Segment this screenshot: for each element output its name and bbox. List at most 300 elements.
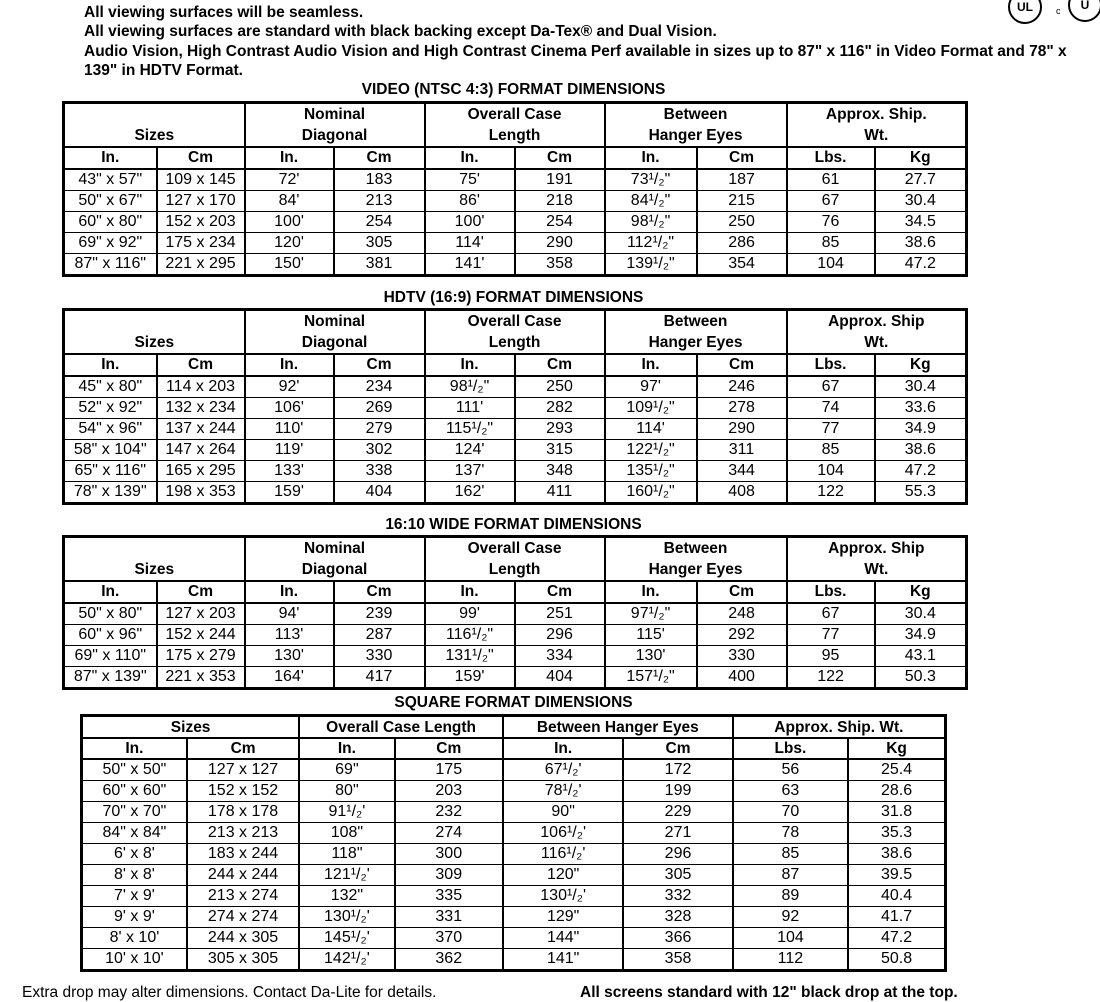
table-cell: 113' [245,625,334,646]
table-cell: 50.8 [848,949,945,971]
table-cell: 38.6 [848,844,945,865]
table-row [64,191,967,212]
table-cell: 178 x 178 [187,802,299,823]
table-row [64,233,967,254]
table-cell: 335 [395,886,503,907]
table-cell: 187 [697,169,787,191]
table-cell: 221 x 353 [157,667,245,689]
cul-logo-icon: U [1068,0,1100,22]
table-cell: 60" x 80" [64,212,157,233]
table-cell: 87 [733,865,848,886]
unit-header: In. [245,354,334,376]
table-cell: 218 [515,191,605,212]
table-cell: 159' [425,667,515,689]
table-cell: 50" x 50" [82,759,187,781]
table-cell: 150' [245,254,334,276]
video-title: VIDEO (NTSC 4:3) FORMAT DIMENSIONS [361,81,666,98]
table-cell: 165 x 295 [157,461,245,482]
table-cell: 408 [697,482,787,504]
table-cell: 244 x 305 [187,928,299,949]
table-cell: 127 x 203 [157,603,245,625]
certification-marks [1006,0,1100,24]
unit-header: Cm [395,738,503,759]
table-cell: 108" [299,823,394,844]
table-cell: 106¹/₂' [503,823,623,844]
table-cell: 60" x 60" [82,781,187,802]
table-cell: 127 x 127 [187,759,299,781]
table-cell: 215 [697,191,787,212]
table-cell: 354 [697,254,787,276]
group-header: Nominal Diagonal [245,310,425,355]
unit-header: In. [425,147,515,169]
table-cell: 84" x 84" [82,823,187,844]
table-cell: 97¹/₂" [605,603,697,625]
group-header: Approx. Ship. Wt. [787,103,967,148]
table-cell: 90" [503,802,623,823]
unit-header: Cm [187,738,299,759]
table-cell: 75' [425,169,515,191]
unit-header: Cm [515,581,605,603]
group-header-row [64,537,967,582]
table-cell: 92 [733,907,848,928]
table-cell: 246 [697,376,787,398]
table-cell: 133' [245,461,334,482]
group-header: Between Hanger Eyes [605,103,787,148]
table-row [82,759,946,781]
group-header: Nominal Diagonal [245,103,425,148]
unit-header: Cm [623,738,732,759]
table-cell: 99' [425,603,515,625]
table-cell: 122 [787,667,875,689]
group-header: Nominal Diagonal [245,537,425,582]
table-cell: 400 [697,667,787,689]
table-cell: 331 [395,907,503,928]
table-cell: 411 [515,482,605,504]
table-row [82,886,946,907]
unit-header: In. [605,581,697,603]
unit-header: In. [64,147,157,169]
unit-header: Lbs. [733,738,848,759]
table-cell: 104 [733,928,848,949]
table-cell: 55.3 [875,482,967,504]
table-row [82,823,946,844]
table-cell: 47.2 [848,928,945,949]
table-cell: 114 x 203 [157,376,245,398]
table-row [82,907,946,928]
note-availability: Audio Vision, High Contrast Audio Vision and High Contrast Cinema Perf available in sizes up to 87" x 116" in Video Format and 78" x 139" in HDTV Format. [84,42,1067,79]
group-header: Overall Case Length [299,716,503,739]
table-cell: 130¹/₂' [299,907,394,928]
unit-header: Cm [334,581,425,603]
table-row [64,625,967,646]
table-cell: 122¹/₂" [605,440,697,461]
table-cell: 232 [395,802,503,823]
table-cell: 110' [245,419,334,440]
table-cell: 6' x 8' [82,844,187,865]
unit-header: Cm [697,147,787,169]
group-header: Approx. Ship Wt. [787,537,967,582]
table-cell: 145¹/₂' [299,928,394,949]
unit-header: Kg [875,147,967,169]
table-cell: 130¹/₂' [503,886,623,907]
table-cell: 84¹/₂" [605,191,697,212]
unit-header: In. [425,581,515,603]
table-cell: 116¹/₂' [503,844,623,865]
table-cell: 78 [733,823,848,844]
table-cell: 366 [623,928,732,949]
table-cell: 109¹/₂" [605,398,697,419]
table-cell: 160¹/₂" [605,482,697,504]
table-cell: 157¹/₂" [605,667,697,689]
table-cell: 118" [299,844,394,865]
table-cell: 30.4 [875,603,967,625]
table-cell: 45" x 80" [64,376,157,398]
table-cell: 279 [334,419,425,440]
table-cell: 130' [605,646,697,667]
unit-header-row [64,354,967,376]
group-header: Approx. Ship Wt. [787,310,967,355]
unit-header: In. [245,147,334,169]
table-cell: 39.5 [848,865,945,886]
table-cell: 305 [334,233,425,254]
video-table [62,101,968,277]
table-cell: 183 [334,169,425,191]
table-cell: 290 [697,419,787,440]
unit-header: Cm [334,354,425,376]
table-row [64,482,967,504]
table-cell: 290 [515,233,605,254]
group-header: Between Hanger Eyes [503,716,733,739]
table-cell: 269 [334,398,425,419]
table-cell: 85 [733,844,848,865]
table-cell: 271 [623,823,732,844]
unit-header: Kg [848,738,945,759]
table-cell: 35.3 [848,823,945,844]
table-cell: 296 [623,844,732,865]
table-cell: 119' [245,440,334,461]
table-cell: 132" [299,886,394,907]
wide-table [62,535,968,690]
table-cell: 76 [787,212,875,233]
hdtv-table [62,308,968,505]
table-cell: 67 [787,191,875,212]
table-row [82,949,946,971]
footer-note-standard: All screens standard with 12" black drop at the top. [580,984,958,1001]
group-header-row [82,716,946,739]
group-header: Sizes [64,103,245,148]
table-cell: 100' [245,212,334,233]
table-cell: 98¹/₂" [425,376,515,398]
table-cell: 31.8 [848,802,945,823]
table-cell: 85 [787,440,875,461]
unit-header: Cm [697,354,787,376]
table-cell: 69" x 92" [64,233,157,254]
unit-header-row [64,147,967,169]
table-cell: 305 [623,865,732,886]
table-cell: 116¹/₂" [425,625,515,646]
unit-header: In. [605,354,697,376]
table-cell: 175 [395,759,503,781]
unit-header: In. [64,581,157,603]
c-mark: c [1056,6,1061,16]
table-cell: 152 x 203 [157,212,245,233]
unit-header: Kg [875,354,967,376]
table-cell: 70 [733,802,848,823]
table-cell: 305 x 305 [187,949,299,971]
unit-header: In. [425,354,515,376]
unit-header: Cm [157,354,245,376]
table-cell: 121¹/₂' [299,865,394,886]
table-cell: 47.2 [875,254,967,276]
unit-header: Cm [334,147,425,169]
table-cell: 131¹/₂" [425,646,515,667]
table-cell: 234 [334,376,425,398]
table-cell: 40.4 [848,886,945,907]
table-cell: 50.3 [875,667,967,689]
ul-logo-icon: UL [1008,0,1042,24]
table-row [64,419,967,440]
table-cell: 50" x 67" [64,191,157,212]
table-cell: 61 [787,169,875,191]
group-header: Sizes [64,537,245,582]
table-cell: 203 [395,781,503,802]
table-cell: 67 [787,603,875,625]
table-cell: 172 [623,759,732,781]
table-row [64,461,967,482]
table-cell: 27.7 [875,169,967,191]
table-row [64,603,967,625]
square-table [80,714,947,972]
unit-header: In. [503,738,623,759]
table-cell: 124' [425,440,515,461]
table-cell: 114' [605,419,697,440]
table-cell: 92' [245,376,334,398]
unit-header-row [82,738,946,759]
table-cell: 10' x 10' [82,949,187,971]
table-cell: 362 [395,949,503,971]
table-cell: 54" x 96" [64,419,157,440]
table-cell: 334 [515,646,605,667]
table-row [64,398,967,419]
table-cell: 175 x 234 [157,233,245,254]
table-cell: 159' [245,482,334,504]
group-header: Overall Case Length [425,537,605,582]
table-cell: 315 [515,440,605,461]
table-cell: 86' [425,191,515,212]
table-cell: 254 [515,212,605,233]
table-cell: 98¹/₂" [605,212,697,233]
table-cell: 251 [515,603,605,625]
table-cell: 38.6 [875,440,967,461]
unit-header: Cm [515,354,605,376]
table-cell: 300 [395,844,503,865]
table-cell: 127 x 170 [157,191,245,212]
table-cell: 404 [515,667,605,689]
unit-header: In. [82,738,187,759]
group-header-row [64,310,967,355]
table-cell: 33.6 [875,398,967,419]
table-cell: 213 [334,191,425,212]
table-cell: 144" [503,928,623,949]
unit-header: Lbs. [787,581,875,603]
table-cell: 213 x 213 [187,823,299,844]
table-cell: 104 [787,461,875,482]
table-cell: 244 x 244 [187,865,299,886]
table-cell: 94' [245,603,334,625]
table-cell: 34.5 [875,212,967,233]
table-cell: 60" x 96" [64,625,157,646]
group-header: Approx. Ship. Wt. [733,716,946,739]
table-cell: 229 [623,802,732,823]
table-row [64,440,967,461]
table-cell: 344 [697,461,787,482]
table-cell: 69" [299,759,394,781]
table-cell: 328 [623,907,732,928]
table-cell: 137' [425,461,515,482]
wide-title: 16:10 WIDE FORMAT DIMENSIONS [385,516,642,533]
table-cell: 8' x 10' [82,928,187,949]
notes [84,3,1084,80]
table-cell: 296 [515,625,605,646]
table-row [82,781,946,802]
table-cell: 404 [334,482,425,504]
group-header: Overall Case Length [425,310,605,355]
table-cell: 302 [334,440,425,461]
table-cell: 73¹/₂" [605,169,697,191]
table-cell: 87" x 139" [64,667,157,689]
table-cell: 137 x 244 [157,419,245,440]
footer-note-drop: Extra drop may alter dimensions. Contact Da-Lite for details. [22,984,437,1001]
table-cell: 25.4 [848,759,945,781]
table-cell: 58" x 104" [64,440,157,461]
table-cell: 114' [425,233,515,254]
unit-header: Lbs. [787,147,875,169]
unit-header: Lbs. [787,354,875,376]
table-cell: 85 [787,233,875,254]
table-cell: 348 [515,461,605,482]
table-cell: 370 [395,928,503,949]
table-cell: 115¹/₂" [425,419,515,440]
table-cell: 282 [515,398,605,419]
table-cell: 80" [299,781,394,802]
table-cell: 7' x 9' [82,886,187,907]
table-row [64,212,967,233]
table-cell: 84' [245,191,334,212]
table-cell: 95 [787,646,875,667]
table-row [82,802,946,823]
note-black-backing: All viewing surfaces are standard with black backing except Da-Tex® and Dual Vision. [84,23,717,41]
table-cell: 70" x 70" [82,802,187,823]
table-cell: 65" x 116" [64,461,157,482]
table-cell: 250 [515,376,605,398]
table-cell: 309 [395,865,503,886]
table-cell: 104 [787,254,875,276]
table-cell: 69" x 110" [64,646,157,667]
table-cell: 141' [425,254,515,276]
table-cell: 311 [697,440,787,461]
unit-header: Cm [515,147,605,169]
table-cell: 89 [733,886,848,907]
table-cell: 78¹/₂' [503,781,623,802]
table-cell: 199 [623,781,732,802]
table-cell: 338 [334,461,425,482]
table-cell: 109 x 145 [157,169,245,191]
unit-header: Cm [697,581,787,603]
table-cell: 183 x 244 [187,844,299,865]
table-cell: 274 [395,823,503,844]
table-row [64,254,967,276]
table-cell: 122 [787,482,875,504]
table-cell: 141" [503,949,623,971]
table-cell: 67¹/₂' [503,759,623,781]
table-cell: 198 x 353 [157,482,245,504]
table-row [64,169,967,191]
group-header: Between Hanger Eyes [605,537,787,582]
unit-header: In. [64,354,157,376]
table-cell: 67 [787,376,875,398]
group-header: Sizes [64,310,245,355]
table-cell: 175 x 279 [157,646,245,667]
table-cell: 152 x 152 [187,781,299,802]
table-cell: 30.4 [875,376,967,398]
table-cell: 100' [425,212,515,233]
table-cell: 77 [787,625,875,646]
table-cell: 47.2 [875,461,967,482]
table-cell: 106' [245,398,334,419]
note-seamless: All viewing surfaces will be seamless. [84,4,364,21]
unit-header: Cm [157,581,245,603]
table-cell: 28.6 [848,781,945,802]
table-cell: 8' x 8' [82,865,187,886]
table-cell: 286 [697,233,787,254]
table-cell: 147 x 264 [157,440,245,461]
table-cell: 112¹/₂" [605,233,697,254]
table-cell: 152 x 244 [157,625,245,646]
table-cell: 120" [503,865,623,886]
table-cell: 278 [697,398,787,419]
table-cell: 111' [425,398,515,419]
hdtv-title: HDTV (16:9) FORMAT DIMENSIONS [383,289,644,306]
table-cell: 43.1 [875,646,967,667]
table-cell: 358 [623,949,732,971]
table-cell: 417 [334,667,425,689]
table-cell: 132 x 234 [157,398,245,419]
table-row [64,667,967,689]
group-header-row [64,103,967,148]
table-cell: 287 [334,625,425,646]
table-cell: 330 [697,646,787,667]
table-cell: 142¹/₂' [299,949,394,971]
table-cell: 129" [503,907,623,928]
table-row [82,928,946,949]
table-cell: 30.4 [875,191,967,212]
table-cell: 87" x 116" [64,254,157,276]
group-header: Sizes [82,716,300,739]
table-cell: 330 [334,646,425,667]
unit-header: Kg [875,581,967,603]
table-cell: 78" x 139" [64,482,157,504]
table-row [64,376,967,398]
table-cell: 34.9 [875,419,967,440]
table-cell: 77 [787,419,875,440]
table-cell: 74 [787,398,875,419]
table-row [64,646,967,667]
table-cell: 162' [425,482,515,504]
table-cell: 50" x 80" [64,603,157,625]
square-title: SQUARE FORMAT DIMENSIONS [394,694,633,711]
table-cell: 293 [515,419,605,440]
table-cell: 191 [515,169,605,191]
